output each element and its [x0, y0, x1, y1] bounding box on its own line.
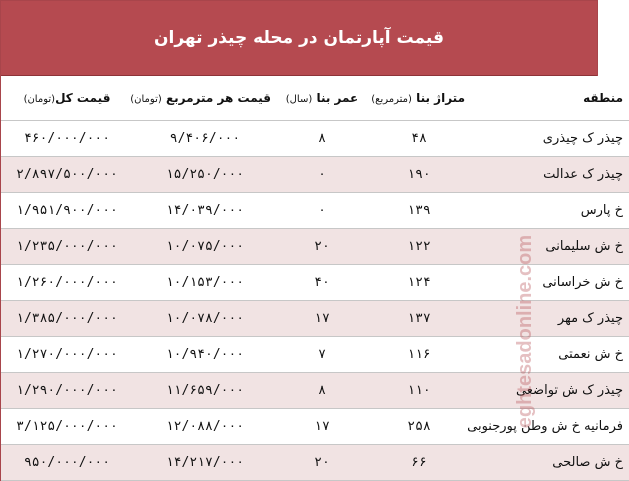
cell-region: خ پارس	[471, 193, 629, 229]
cell-region: خ ش نعمتی	[471, 337, 629, 373]
cell-region: خ ش خراسانی	[471, 265, 629, 301]
watermark-text: eghtesadonline.com	[514, 234, 537, 428]
cell-total-price: ۲/۸۹۷/۵۰۰/۰۰۰	[1, 157, 133, 193]
cell-age: ۲۰	[277, 229, 367, 265]
cell-price-per-meter: ۱۲/۰۸۸/۰۰۰	[133, 409, 277, 445]
cell-price-per-meter: ۱۱/۶۵۹/۰۰۰	[133, 373, 277, 409]
cell-age: ۱۷	[277, 301, 367, 337]
price-table	[1, 76, 629, 481]
cell-total-price: ۱/۲۶۰/۰۰۰/۰۰۰	[1, 265, 133, 301]
cell-region: چیذر ک مهر	[471, 301, 629, 337]
cell-area: ۱۹۰	[367, 157, 471, 193]
cell-age: ۸	[277, 373, 367, 409]
cell-age: ۷	[277, 337, 367, 373]
cell-price-per-meter: ۱۵/۲۵۰/۰۰۰	[133, 157, 277, 193]
table-row	[1, 337, 629, 373]
header-age-unit: (سال)	[285, 94, 313, 105]
cell-price-per-meter: ۱۰/۰۷۵/۰۰۰	[133, 229, 277, 265]
table-row	[1, 373, 629, 409]
header-region: منطقه	[471, 76, 629, 121]
cell-total-price: ۱/۳۸۵/۰۰۰/۰۰۰	[1, 301, 133, 337]
cell-price-per-meter: ۹/۴۰۶/۰۰۰	[133, 121, 277, 157]
cell-price-per-meter: ۱۰/۰۷۸/۰۰۰	[133, 301, 277, 337]
table-row	[1, 157, 629, 193]
cell-region: چیذر ک عدالت	[471, 157, 629, 193]
table-header-row	[1, 76, 629, 121]
header-area: متراژ بنا (مترمربع)	[367, 76, 471, 121]
header-total-price: قیمت کل(تومان)	[1, 76, 133, 121]
table-row	[1, 121, 629, 157]
cell-price-per-meter: ۱۰/۹۴۰/۰۰۰	[133, 337, 277, 373]
cell-area: ۶۶	[367, 445, 471, 481]
cell-area: ۴۸	[367, 121, 471, 157]
table-row	[1, 409, 629, 445]
table-row	[1, 265, 629, 301]
cell-total-price: ۱/۹۵۱/۹۰۰/۰۰۰	[1, 193, 133, 229]
cell-age: ۰	[277, 193, 367, 229]
header-age: عمر بنا (سال)	[277, 76, 367, 121]
header-total-price-unit: (تومان)	[23, 94, 56, 105]
cell-total-price: ۱/۲۳۵/۰۰۰/۰۰۰	[1, 229, 133, 265]
cell-area: ۱۳۹	[367, 193, 471, 229]
cell-area: ۱۲۲	[367, 229, 471, 265]
cell-price-per-meter: ۱۴/۰۳۹/۰۰۰	[133, 193, 277, 229]
cell-age: ۲۰	[277, 445, 367, 481]
cell-total-price: ۳/۱۲۵/۰۰۰/۰۰۰	[1, 409, 133, 445]
header-price-per-meter-unit: (تومان)	[130, 94, 162, 105]
cell-region: خ ش سلیمانی	[471, 229, 629, 265]
cell-region: چیذر ک چیذری	[471, 121, 629, 157]
cell-area: ۱۳۷	[367, 301, 471, 337]
header-price-per-meter: قیمت هر مترمربع (تومان)	[133, 76, 277, 121]
cell-area: ۲۵۸	[367, 409, 471, 445]
cell-region: فرمانیه خ ش وطن پورجنوبی	[471, 409, 629, 445]
cell-region: خ ش صالحی	[471, 445, 629, 481]
cell-area: ۱۲۴	[367, 265, 471, 301]
cell-price-per-meter: ۱۴/۲۱۷/۰۰۰	[133, 445, 277, 481]
table-row	[1, 229, 629, 265]
page-title: قیمت آپارتمان در محله چیذر تهران	[1, 1, 597, 76]
cell-age: ۱۷	[277, 409, 367, 445]
header-area-unit: (مترمربع)	[371, 94, 412, 105]
cell-total-price: ۹۵۰/۰۰۰/۰۰۰	[1, 445, 133, 481]
table-row	[1, 301, 629, 337]
table-row	[1, 445, 629, 481]
cell-total-price: ۱/۲۹۰/۰۰۰/۰۰۰	[1, 373, 133, 409]
cell-age: ۴۰	[277, 265, 367, 301]
cell-age: ۸	[277, 121, 367, 157]
cell-area: ۱۱۰	[367, 373, 471, 409]
table-row	[1, 193, 629, 229]
cell-total-price: ۱/۲۷۰/۰۰۰/۰۰۰	[1, 337, 133, 373]
cell-age: ۰	[277, 157, 367, 193]
cell-region: چیذر ک ش تواضعی	[471, 373, 629, 409]
cell-area: ۱۱۶	[367, 337, 471, 373]
cell-total-price: ۴۶۰/۰۰۰/۰۰۰	[1, 121, 133, 157]
cell-price-per-meter: ۱۰/۱۵۳/۰۰۰	[133, 265, 277, 301]
